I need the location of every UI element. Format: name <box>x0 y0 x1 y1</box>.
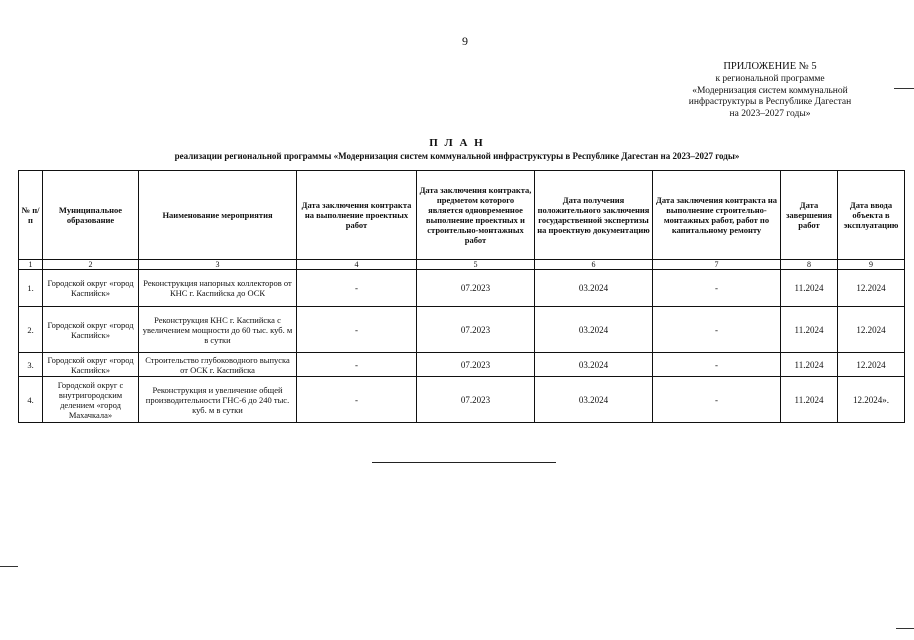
table-row <box>19 307 905 353</box>
column-number: 3 <box>139 260 297 270</box>
header-cell-expertise: Дата получения положительного заключения государственной экспертизы на проектную документацию <box>535 171 653 260</box>
commissioning-cell: 12.2024 <box>838 307 905 353</box>
plan-title: П Л А Н <box>429 137 485 149</box>
expertise-cell: 03.2024 <box>535 377 653 423</box>
column-number: 7 <box>653 260 781 270</box>
design-contract-cell: - <box>297 307 417 353</box>
table-header-row <box>19 171 905 260</box>
plan-table <box>18 170 905 423</box>
design-contract-cell: - <box>297 377 417 423</box>
municipality-cell: Городской округ «город Каспийск» <box>43 353 139 377</box>
header-cell-number: № п/п <box>19 171 43 260</box>
header-cell-commissioning: Дата ввода объекта в эксплуатацию <box>838 171 905 260</box>
expertise-cell: 03.2024 <box>535 307 653 353</box>
completion-cell: 11.2024 <box>781 377 838 423</box>
column-number: 4 <box>297 260 417 270</box>
construction-contract-cell: - <box>653 353 781 377</box>
row-number: 3. <box>19 353 43 377</box>
municipality-cell: Городской округ «город Каспийск» <box>43 270 139 307</box>
combined-contract-cell: 07.2023 <box>417 353 535 377</box>
header-cell-construction-contract: Дата заключения контракта на выполнение строительно-монтажных работ, работ по капитальному ремонту <box>653 171 781 260</box>
table-row <box>19 353 905 377</box>
appendix-header <box>670 60 870 120</box>
closing-rule <box>372 462 556 463</box>
column-number: 1 <box>19 260 43 270</box>
table-row <box>19 270 905 307</box>
appendix-line: «Модернизация систем коммунальной <box>692 85 848 96</box>
municipality-cell: Городской округ с внутригородским делением «город Махачкала» <box>43 377 139 423</box>
completion-cell: 11.2024 <box>781 307 838 353</box>
header-cell-design-contract: Дата заключения контракта на выполнение проектных работ <box>297 171 417 260</box>
construction-contract-cell: - <box>653 377 781 423</box>
column-number: 5 <box>417 260 535 270</box>
appendix-title: ПРИЛОЖЕНИЕ № 5 <box>723 61 817 72</box>
activity-cell: Реконструкция и увеличение общей производительности ГНС-6 до 240 тыс. куб. м в сутки <box>139 377 297 423</box>
combined-contract-cell: 07.2023 <box>417 270 535 307</box>
design-contract-cell: - <box>297 270 417 307</box>
row-number: 1. <box>19 270 43 307</box>
commissioning-cell: 12.2024 <box>838 353 905 377</box>
header-cell-municipality: Муниципальное образование <box>43 171 139 260</box>
header-cell-combined-contract: Дата заключения контракта, предметом которого является одновременное выполнение проектных и строительно-монтажных работ <box>417 171 535 260</box>
commissioning-cell: 12.2024 <box>838 270 905 307</box>
completion-cell: 11.2024 <box>781 270 838 307</box>
activity-cell: Строительство глубоководного выпуска от ОСК г. Каспийска <box>139 353 297 377</box>
appendix-line: на 2023–2027 годы» <box>729 108 811 119</box>
column-number: 9 <box>838 260 905 270</box>
row-number: 2. <box>19 307 43 353</box>
plan-subtitle: реализации региональной программы «Модернизация систем коммунальной инфраструктуры в Республике Дагестан на 2023–2027 годы» <box>174 151 740 161</box>
combined-contract-cell: 07.2023 <box>417 377 535 423</box>
expertise-cell: 03.2024 <box>535 353 653 377</box>
scan-edge-mark <box>896 628 914 629</box>
column-number-row <box>19 260 905 270</box>
design-contract-cell: - <box>297 353 417 377</box>
expertise-cell: 03.2024 <box>535 270 653 307</box>
table-row <box>19 377 905 423</box>
scan-edge-mark <box>894 88 914 89</box>
appendix-line: инфраструктуры в Республике Дагестан <box>688 97 852 107</box>
header-cell-completion: Дата завершения работ <box>781 171 838 260</box>
activity-cell: Реконструкция КНС г. Каспийска с увеличением мощности до 60 тыс. куб. м в сутки <box>139 307 297 353</box>
header-cell-activity: Наименование мероприятия <box>139 171 297 260</box>
construction-contract-cell: - <box>653 307 781 353</box>
municipality-cell: Городской округ «город Каспийск» <box>43 307 139 353</box>
activity-cell: Реконструкция напорных коллекторов от КНС г. Каспийска до ОСК <box>139 270 297 307</box>
column-number: 8 <box>781 260 838 270</box>
commissioning-cell: 12.2024». <box>838 377 905 423</box>
scan-edge-mark <box>0 566 18 567</box>
combined-contract-cell: 07.2023 <box>417 307 535 353</box>
completion-cell: 11.2024 <box>781 353 838 377</box>
page-number: 9 <box>462 34 468 48</box>
appendix-line: к региональной программе <box>715 74 825 84</box>
row-number: 4. <box>19 377 43 423</box>
column-number: 6 <box>535 260 653 270</box>
construction-contract-cell: - <box>653 270 781 307</box>
column-number: 2 <box>43 260 139 270</box>
